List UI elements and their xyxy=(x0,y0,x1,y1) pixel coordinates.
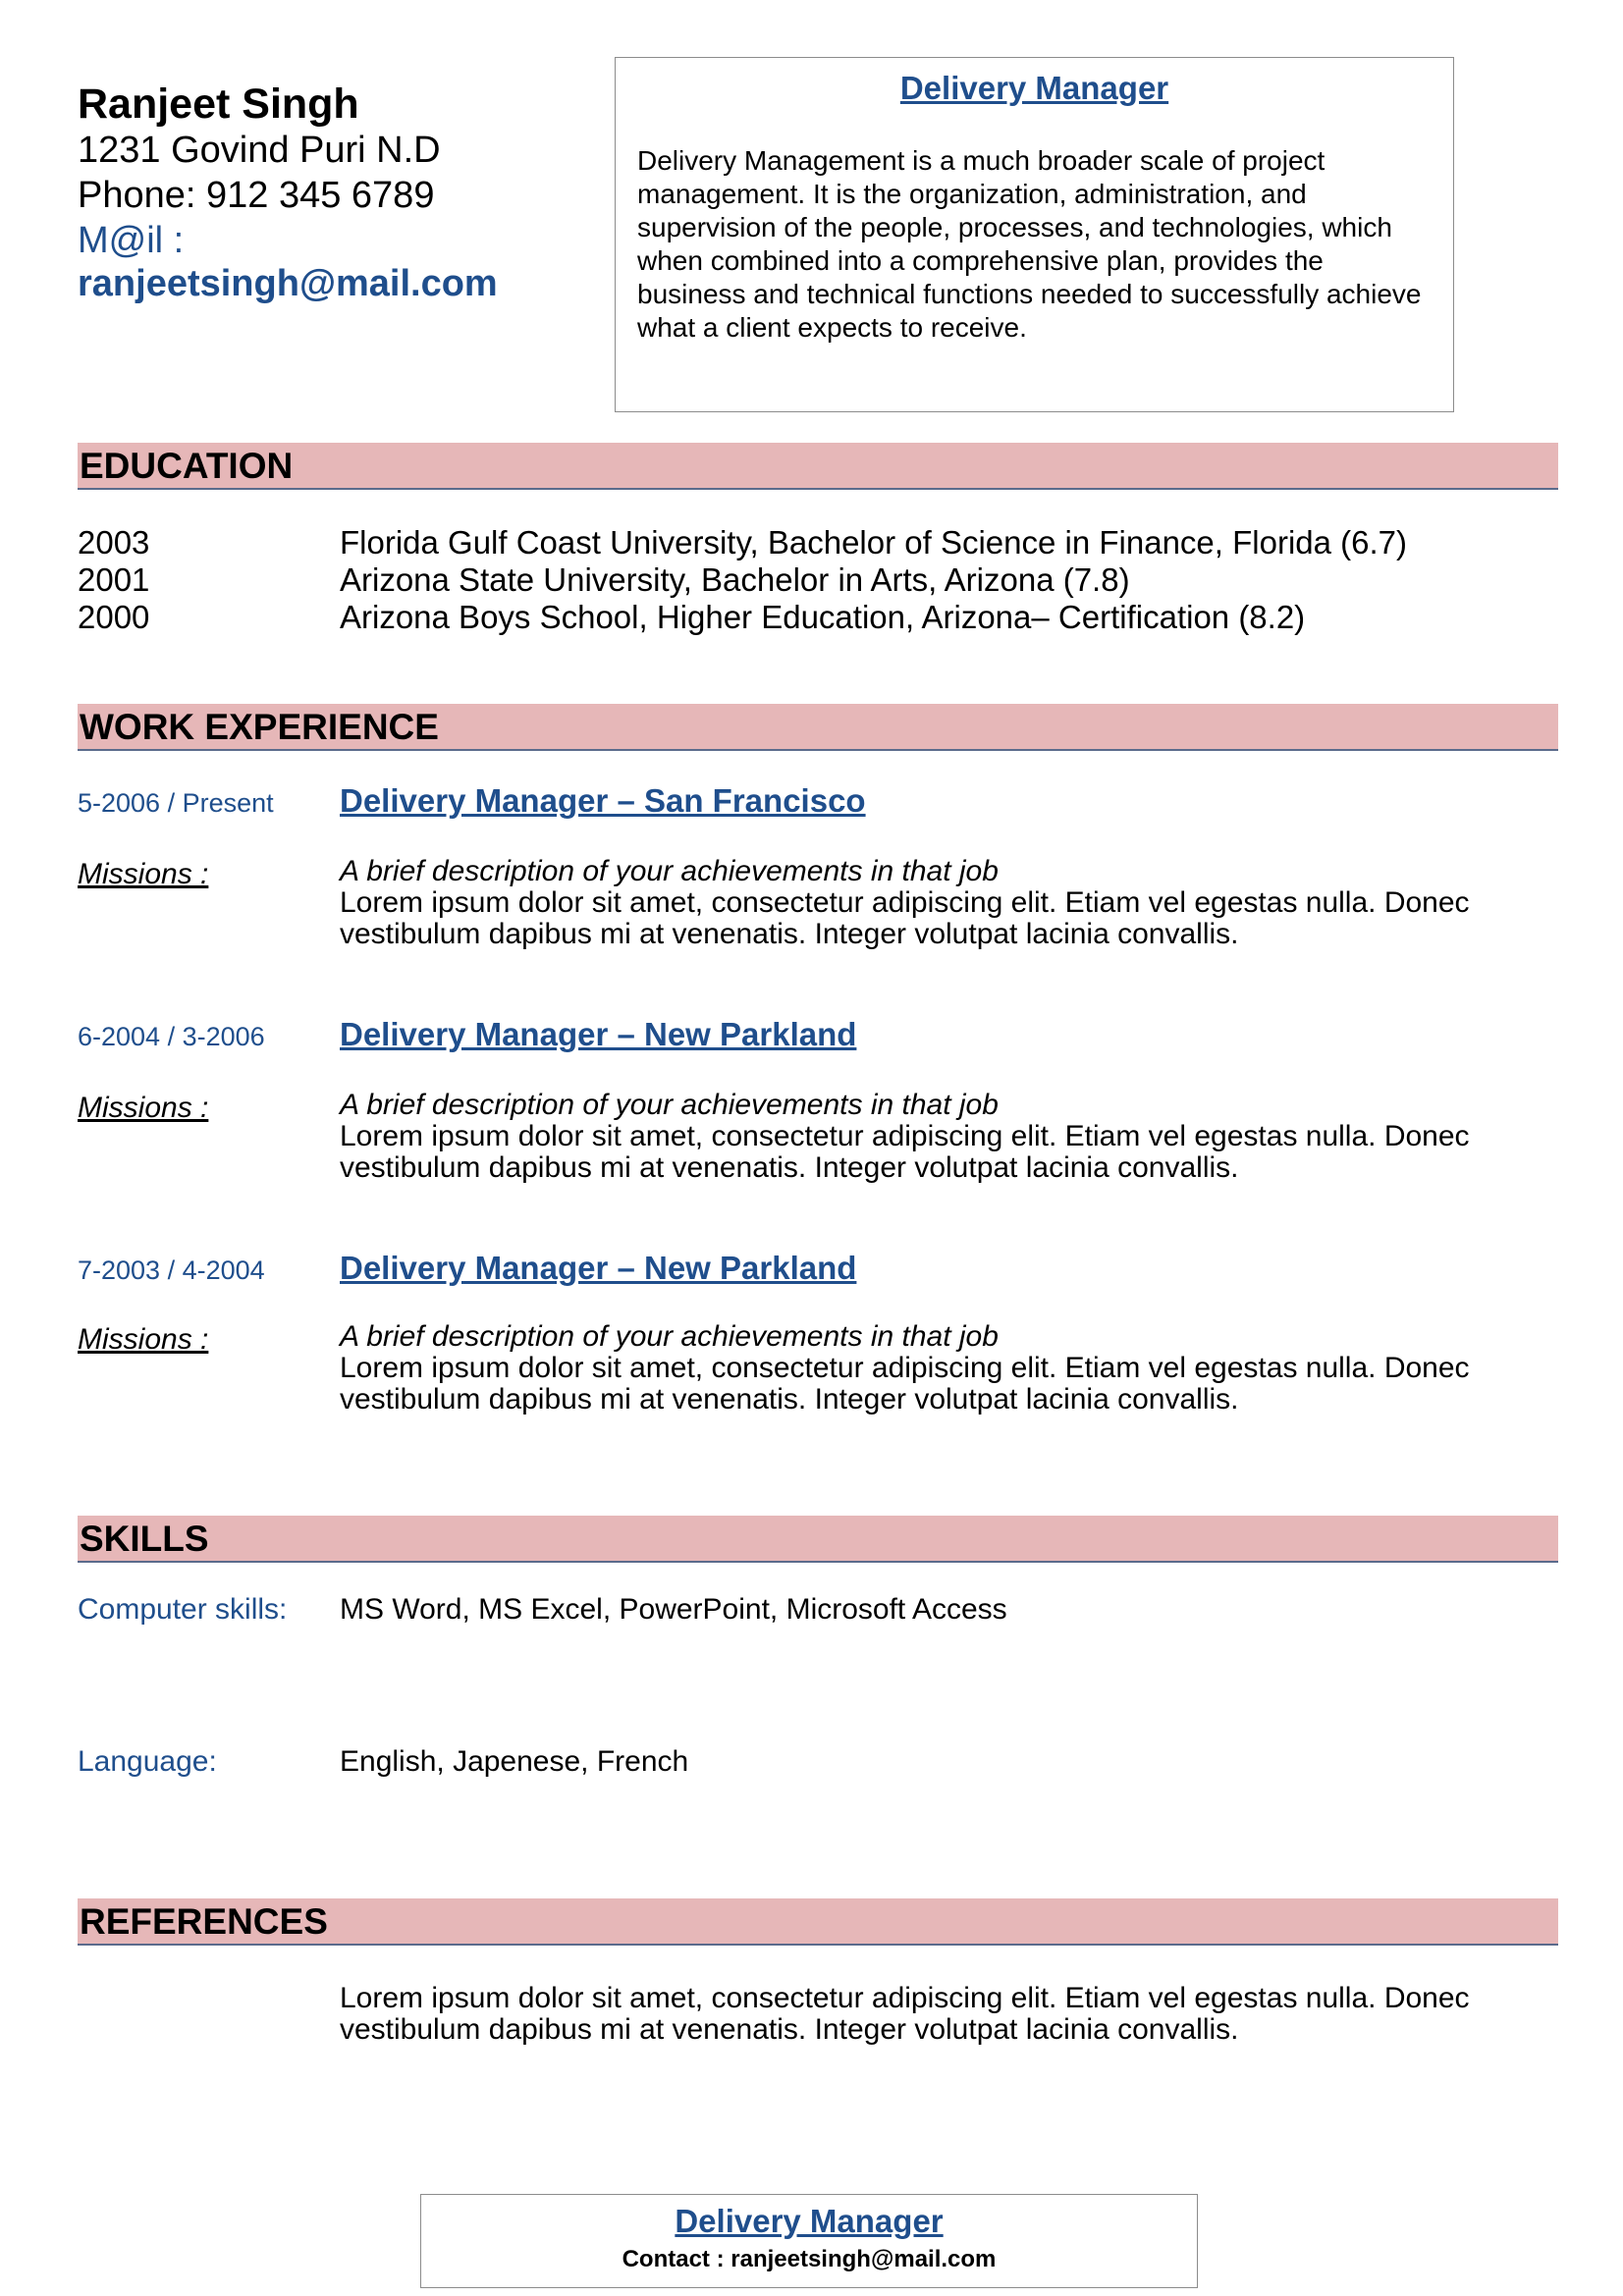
missions-label: Missions : xyxy=(78,1092,209,1124)
job-brief: A brief description of your achievements in that job xyxy=(340,855,999,887)
education-heading: EDUCATION xyxy=(80,446,294,486)
job-title: Delivery Manager – New Parkland xyxy=(340,1250,857,1286)
job-brief: A brief description of your achievements in that job xyxy=(340,1089,999,1121)
skills-heading: SKILLS xyxy=(80,1519,209,1559)
skill-value-language: English, Japenese, French xyxy=(340,1745,689,1778)
job-title: Delivery Manager – New Parkland xyxy=(340,1016,857,1052)
education-detail: Arizona Boys School, Higher Education, Arizona– Certification (8.2) xyxy=(340,599,1306,635)
address: 1231 Govind Puri N.D xyxy=(78,130,441,171)
job-date: 7-2003 / 4-2004 xyxy=(78,1255,265,1285)
education-detail: Florida Gulf Coast University, Bachelor of Science in Finance, Florida (6.7) xyxy=(340,524,1408,561)
education-section-header xyxy=(78,443,1558,490)
footer-contact: Contact : ranjeetsingh@mail.com xyxy=(622,2246,997,2272)
summary-text: Delivery Management is a much broader scale of project management. It is the organization, administration, and supervision of the people, processes, and technologies, which when combined into a comprehensive plan, provides the business and technical functions needed to successfully achieve what a client expects to receive. xyxy=(637,145,1422,343)
candidate-name: Ranjeet Singh xyxy=(78,80,359,128)
footer-box xyxy=(420,2194,1198,2288)
summary-box xyxy=(615,57,1454,412)
job-date: 5-2006 / Present xyxy=(78,788,274,818)
work-heading: WORK EXPERIENCE xyxy=(80,707,439,747)
job-description: Lorem ipsum dolor sit amet, consectetur adipiscing elit. Etiam vel egestas nulla. Donec vestibulum dapibus mi at venenatis. Integer volutpat lacinia convallis. xyxy=(340,886,1470,950)
work-section-header xyxy=(78,704,1558,751)
skill-label-computer: Computer skills: xyxy=(78,1593,288,1626)
references-text: Lorem ipsum dolor sit amet, consectetur adipiscing elit. Etiam vel egestas nulla. Donec vestibulum dapibus mi at venenatis. Integer volutpat lacinia convallis. xyxy=(340,1982,1470,2046)
references-section-header xyxy=(78,1898,1558,1946)
skills-section-header xyxy=(78,1516,1558,1563)
education-year: 2003 xyxy=(78,524,150,561)
email-address: ranjeetsingh@mail.com xyxy=(78,263,498,304)
job-date: 6-2004 / 3-2006 xyxy=(78,1022,265,1051)
footer-title: Delivery Manager xyxy=(675,2203,944,2239)
references-heading: REFERENCES xyxy=(80,1901,328,1942)
missions-label: Missions : xyxy=(78,1323,209,1356)
job-title: Delivery Manager – San Francisco xyxy=(340,782,866,819)
job-brief: A brief description of your achievements in that job xyxy=(340,1320,999,1353)
education-year: 2000 xyxy=(78,599,150,635)
skill-label-language: Language: xyxy=(78,1745,217,1778)
job-description: Lorem ipsum dolor sit amet, consectetur adipiscing elit. Etiam vel egestas nulla. Donec vestibulum dapibus mi at venenatis. Integer volutpat lacinia convallis. xyxy=(340,1352,1470,1415)
job-description: Lorem ipsum dolor sit amet, consectetur adipiscing elit. Etiam vel egestas nulla. Donec vestibulum dapibus mi at venenatis. Integer volutpat lacinia convallis. xyxy=(340,1120,1470,1184)
skill-value-computer: MS Word, MS Excel, PowerPoint, Microsoft Access xyxy=(340,1593,1007,1626)
missions-label: Missions : xyxy=(78,858,209,890)
email-label: M@il : xyxy=(78,220,185,261)
summary-title: Delivery Manager xyxy=(899,70,1169,106)
education-detail: Arizona State University, Bachelor in Arts, Arizona (7.8) xyxy=(340,561,1130,598)
education-year: 2001 xyxy=(78,561,150,598)
phone-number: Phone: 912 345 6789 xyxy=(78,175,435,216)
